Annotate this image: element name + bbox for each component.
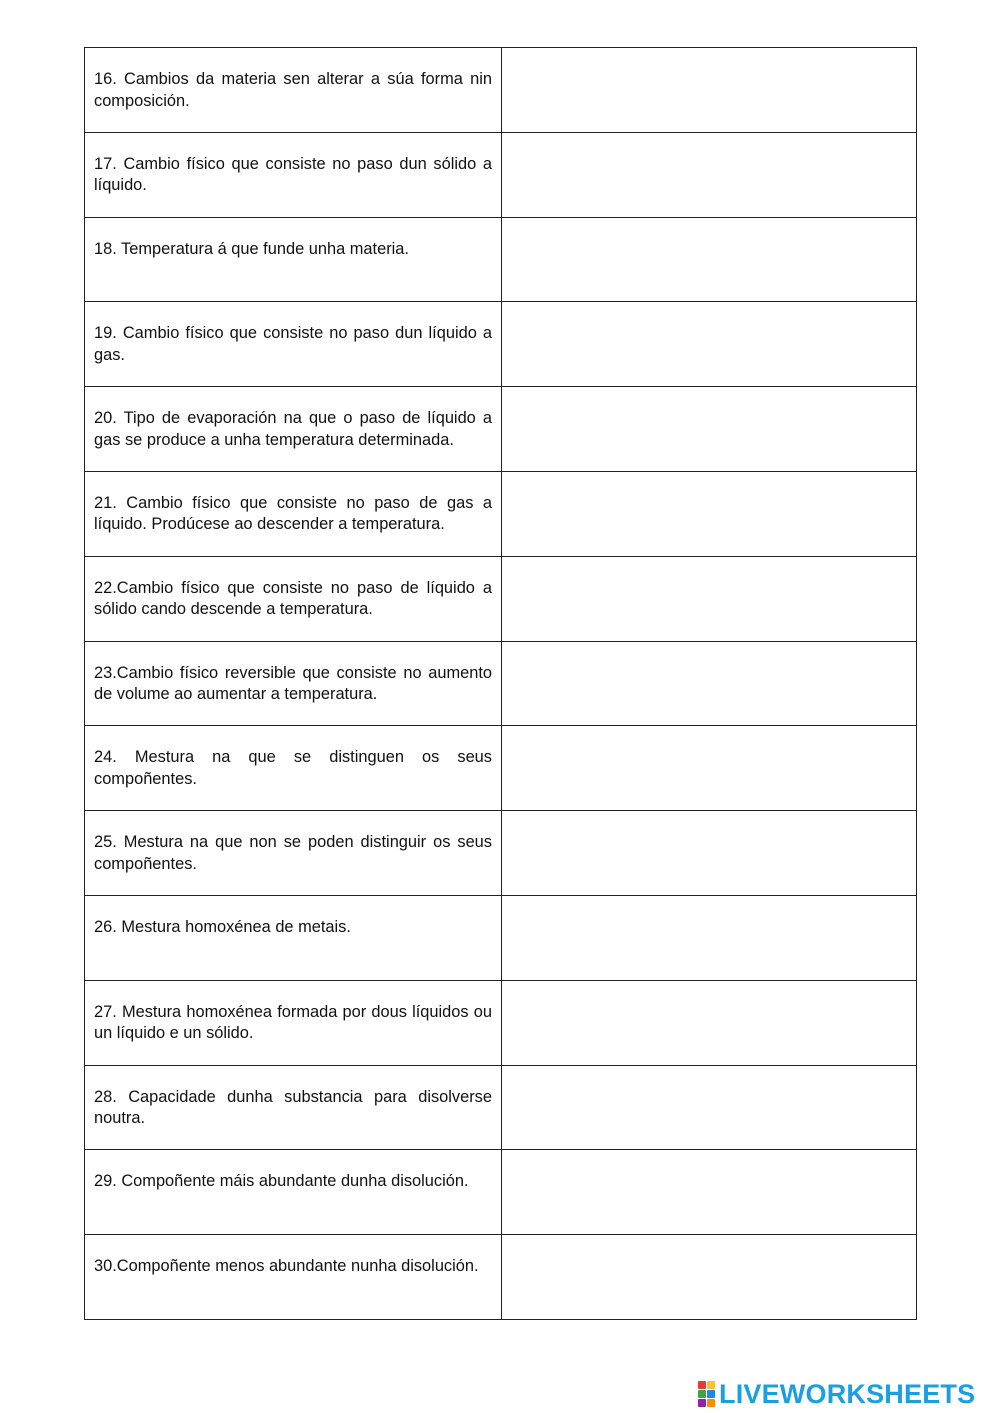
table-row <box>85 641 917 726</box>
question-text: 27. Mestura homoxénea formada por dous líquidos ou un líquido e un sólido. <box>94 1002 492 1043</box>
question-cell <box>85 48 502 133</box>
table-row <box>85 556 917 641</box>
question-cell <box>85 980 502 1065</box>
question-text: 21. Cambio físico que consiste no paso de gas a líquido. Prodúcese ao descender a temperatura. <box>94 493 492 534</box>
answer-input[interactable] <box>502 981 916 1065</box>
liveworksheets-logo <box>698 1380 975 1408</box>
question-text: 24. Mestura na que se distinguen os seus compoñentes. <box>94 748 492 788</box>
answer-cell[interactable] <box>502 471 917 556</box>
logo-mark-square <box>698 1381 706 1389</box>
answer-input[interactable] <box>502 218 916 302</box>
answer-input[interactable] <box>502 133 916 217</box>
question-cell <box>85 302 502 387</box>
question-cell <box>85 726 502 811</box>
question-cell <box>85 387 502 472</box>
logo-mark-square <box>707 1399 715 1407</box>
question-cell <box>85 895 502 980</box>
answer-input[interactable] <box>502 1150 916 1234</box>
answer-cell[interactable] <box>502 556 917 641</box>
answer-cell[interactable] <box>502 980 917 1065</box>
question-cell <box>85 1235 502 1320</box>
question-cell <box>85 1065 502 1150</box>
answer-cell[interactable] <box>502 217 917 302</box>
table-row <box>85 1150 917 1235</box>
answer-input[interactable] <box>502 472 916 556</box>
question-text: 18. Temperatura á que funde unha materia. <box>94 239 409 258</box>
logo-mark-square <box>707 1390 715 1398</box>
table-row <box>85 471 917 556</box>
question-text: 19. Cambio físico que consiste no paso dun líquido a gas. <box>94 324 492 364</box>
table-row <box>85 132 917 217</box>
worksheet-table <box>84 47 917 1320</box>
table-row <box>85 217 917 302</box>
answer-cell[interactable] <box>502 132 917 217</box>
logo-mark-square <box>698 1390 706 1398</box>
table-row <box>85 1235 917 1320</box>
answer-cell[interactable] <box>502 48 917 133</box>
table-row <box>85 302 917 387</box>
table-row <box>85 811 917 896</box>
question-cell <box>85 471 502 556</box>
answer-input[interactable] <box>502 48 916 132</box>
table-row <box>85 48 917 133</box>
answer-input[interactable] <box>502 642 916 726</box>
table-row <box>85 726 917 811</box>
question-text: 20. Tipo de evaporación na que o paso de líquido a gas se produce a unha temperatura determinada. <box>94 409 492 449</box>
logo-mark-square <box>707 1381 715 1389</box>
answer-cell[interactable] <box>502 895 917 980</box>
question-text: 22.Cambio físico que consiste no paso de líquido a sólido cando descende a temperatura. <box>94 578 492 619</box>
table-row <box>85 895 917 980</box>
answer-input[interactable] <box>502 557 916 641</box>
table-row <box>85 980 917 1065</box>
answer-cell[interactable] <box>502 387 917 472</box>
table-row <box>85 387 917 472</box>
answer-input[interactable] <box>502 811 916 895</box>
table-row <box>85 1065 917 1150</box>
liveworksheets-logo-icon <box>698 1381 715 1407</box>
logo-text: LIVEWORKSHEETS <box>719 1378 976 1409</box>
answer-cell[interactable] <box>502 1150 917 1235</box>
question-text: 25. Mestura na que non se poden distinguir os seus compoñentes. <box>94 833 492 873</box>
question-text: 30.Compoñente menos abundante nunha disolución. <box>94 1257 479 1276</box>
answer-cell[interactable] <box>502 811 917 896</box>
question-cell <box>85 132 502 217</box>
question-cell <box>85 217 502 302</box>
question-cell <box>85 556 502 641</box>
answer-input[interactable] <box>502 1235 916 1319</box>
answer-cell[interactable] <box>502 641 917 726</box>
answer-input[interactable] <box>502 302 916 386</box>
answer-cell[interactable] <box>502 302 917 387</box>
question-cell <box>85 811 502 896</box>
answer-input[interactable] <box>502 1066 916 1150</box>
answer-input[interactable] <box>502 726 916 810</box>
answer-input[interactable] <box>502 896 916 980</box>
answer-cell[interactable] <box>502 1065 917 1150</box>
answer-input[interactable] <box>502 387 916 471</box>
question-text: 26. Mestura homoxénea de metais. <box>94 917 351 936</box>
worksheet-rows <box>85 48 917 1320</box>
question-cell <box>85 1150 502 1235</box>
question-text: 23.Cambio físico reversible que consiste no aumento de volume ao aumentar a temperatura. <box>94 663 492 704</box>
answer-cell[interactable] <box>502 726 917 811</box>
question-text: 16. Cambios da materia sen alterar a súa forma nin composición. <box>94 70 492 110</box>
question-text: 28. Capacidade dunha substancia para disolverse noutra. <box>94 1087 492 1128</box>
answer-cell[interactable] <box>502 1235 917 1320</box>
question-text: 17. Cambio físico que consiste no paso dun sólido a líquido. <box>94 154 492 195</box>
question-cell <box>85 641 502 726</box>
logo-mark-square <box>698 1399 706 1407</box>
question-text: 29. Compoñente máis abundante dunha disolución. <box>94 1172 469 1191</box>
